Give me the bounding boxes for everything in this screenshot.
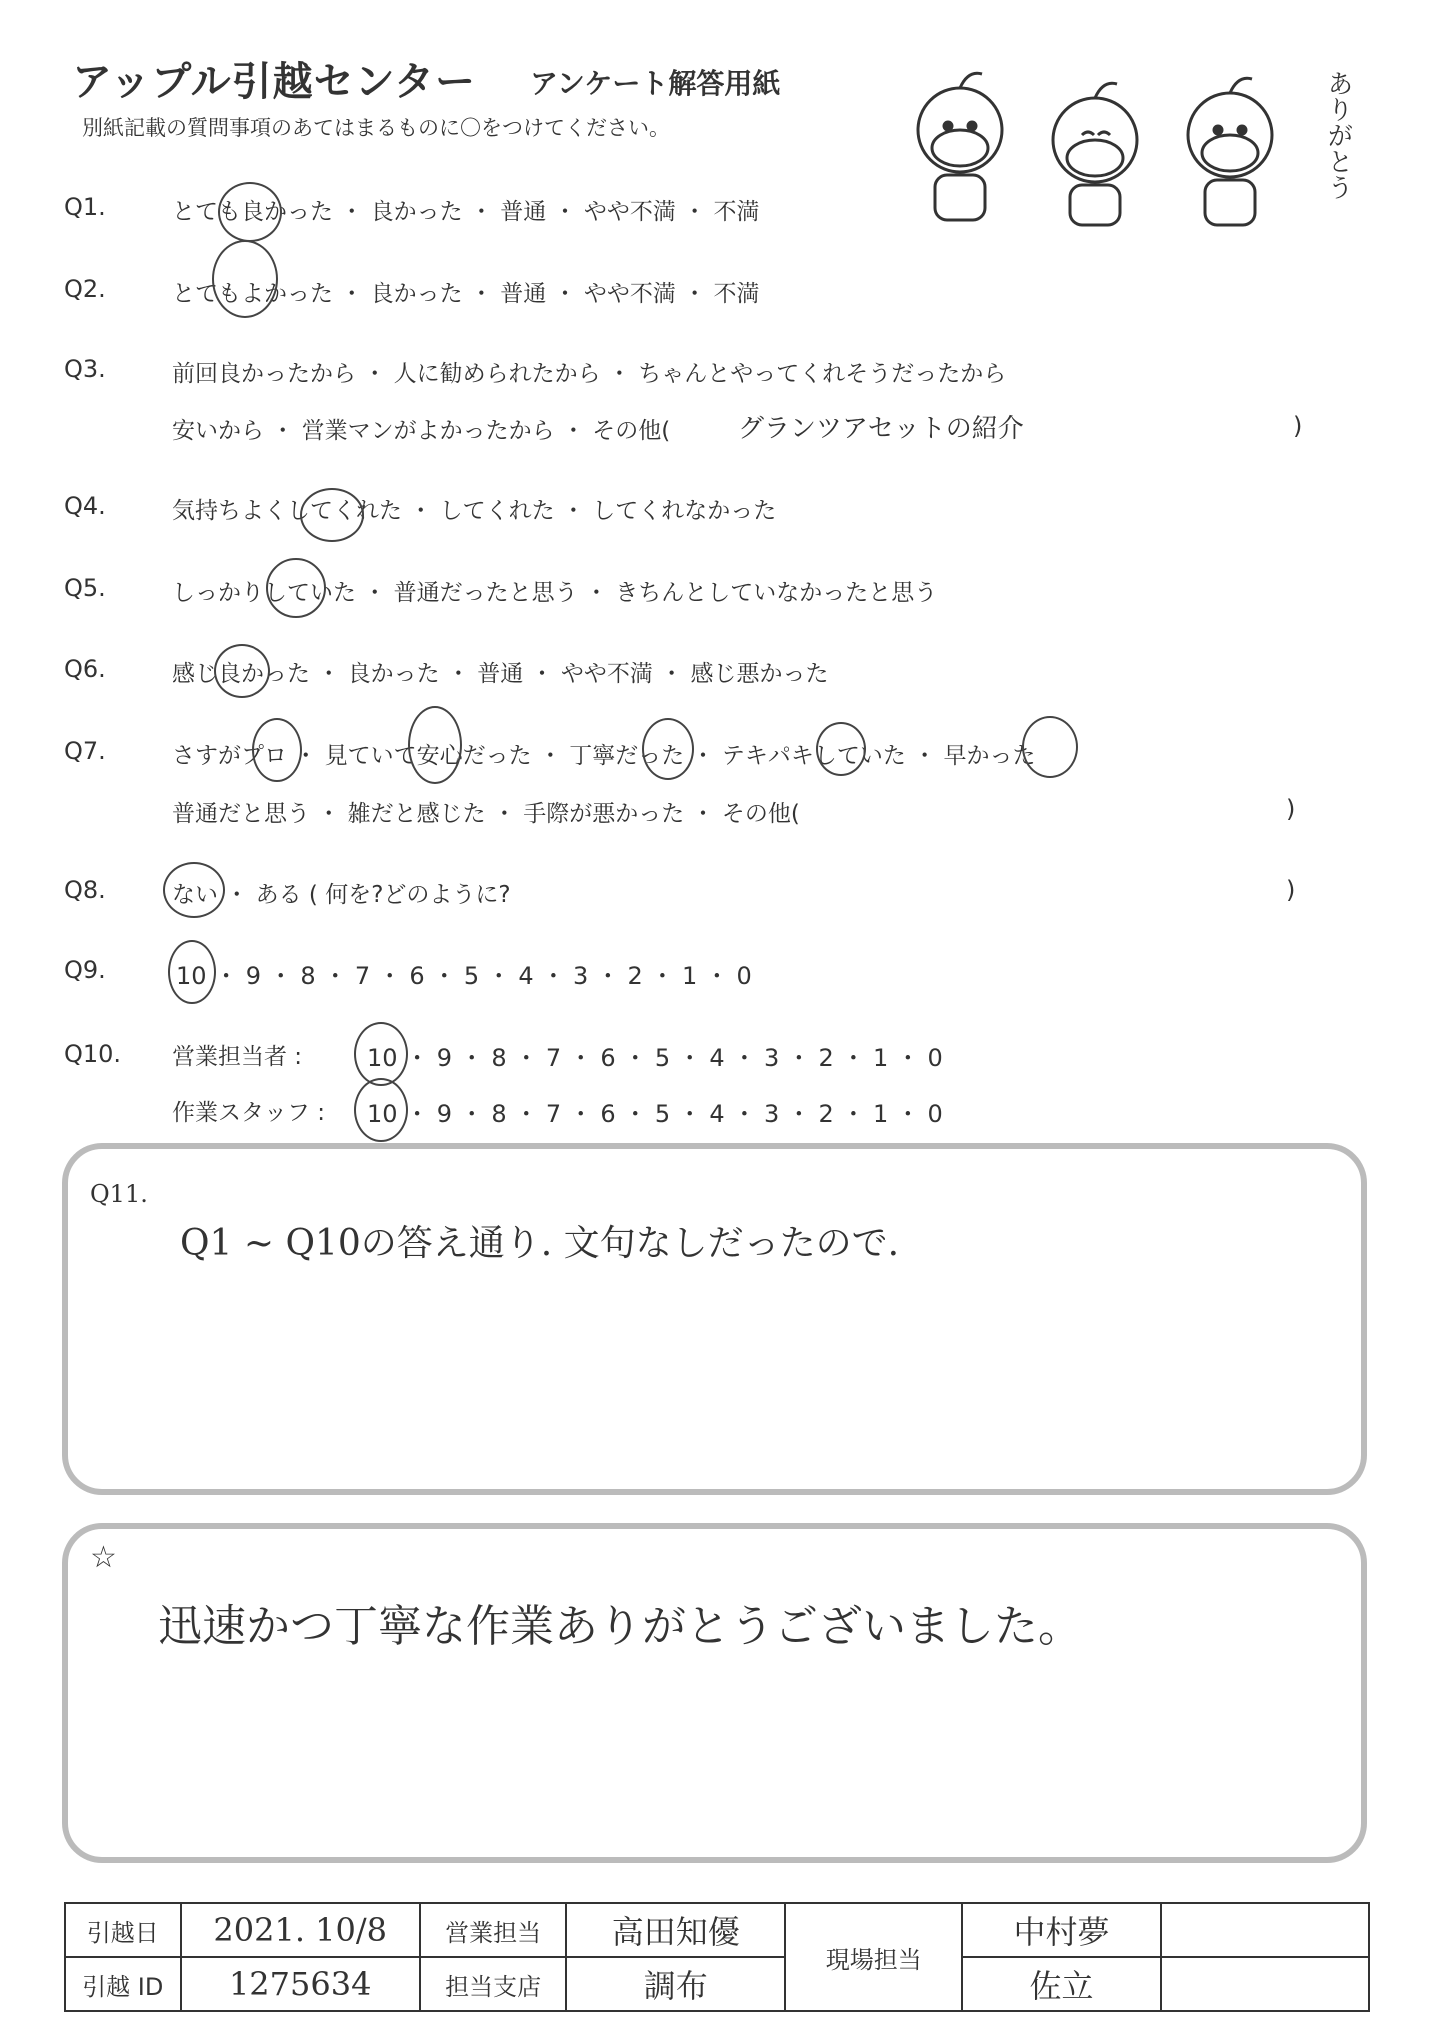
q7-label: Q7. — [64, 737, 106, 765]
site-name-1: 中村夢 — [962, 1903, 1160, 1957]
q7-selection-circle-anshin — [408, 706, 462, 784]
q1-label: Q1. — [64, 193, 106, 221]
move-id-value: 1275634 — [181, 1957, 420, 2011]
branch-label: 担当支店 — [420, 1957, 566, 2011]
comment-text: 迅速かつ丁寧な作業ありがとうございました。 — [158, 1601, 1082, 1652]
move-date-label: 引越日 — [65, 1903, 181, 1957]
q4-label: Q4. — [64, 492, 106, 520]
form-subtitle: アンケート解答用紙 — [530, 67, 781, 100]
q11-label: Q11. — [90, 1180, 148, 1208]
q7-options-line2: 普通だと思う ・ 雑だと感じた ・ 手際が悪かった ・ その他( — [172, 801, 800, 827]
q10-staff-label: 作業スタッフ : — [172, 1100, 326, 1126]
mascot-left-icon — [918, 73, 1002, 220]
q6-selection-circle — [214, 644, 270, 698]
move-id-label: 引越 ID — [65, 1957, 181, 2011]
q3-label: Q3. — [64, 355, 106, 383]
site-extra-2 — [1161, 1957, 1369, 2011]
q7-selection-circle-tekipaki — [816, 722, 866, 776]
q5-options: しっかりしていた ・ 普通だったと思う ・ きちんとしていなかったと思う — [172, 580, 938, 606]
site-label: 現場担当 — [785, 1903, 962, 2011]
site-extra-1 — [1161, 1903, 1369, 1957]
q5-selection-circle — [266, 558, 326, 618]
q11-answer-text: Q1 ~ Q10の答え通り. 文句なしだったので. — [180, 1223, 900, 1264]
sales-name: 高田知優 — [566, 1903, 785, 1957]
q2-options: とてもよかった ・ 良かった ・ 普通 ・ やや不満 ・ 不満 — [172, 281, 760, 307]
mascot-right-icon — [1188, 78, 1272, 225]
q6-options: 感じ良かった ・ 良かった ・ 普通 ・ やや不満 ・ 感じ悪かった — [172, 661, 829, 687]
q7-options-line1: さすがプロ ・ 見ていて安心だった ・ 丁寧だった ・ テキパキしていた ・ 早かった — [172, 743, 1036, 769]
q7-selection-circle-pro — [252, 718, 302, 782]
q3-options-line2: 安いから ・ 営業マンがよかったから ・ その他( — [172, 418, 671, 444]
q1-options: とても良かった ・ 良かった ・ 普通 ・ やや不満 ・ 不満 — [172, 199, 760, 225]
q3-options-line1: 前回良かったから ・ 人に勧められたから ・ ちゃんとやってくれそうだったから — [172, 361, 1007, 387]
q2-selection-circle — [212, 240, 278, 318]
sales-label: 営業担当 — [420, 1903, 566, 1957]
q5-label: Q5. — [64, 574, 106, 602]
q11-answer-box — [62, 1143, 1367, 1495]
q1-selection-circle — [218, 182, 282, 242]
q7-close-paren: ) — [1286, 795, 1296, 823]
q10-staff-selection-circle — [354, 1078, 408, 1142]
q7-selection-circle-hayai — [1022, 716, 1078, 778]
q6-label: Q6. — [64, 655, 106, 683]
mascot-middle-icon — [1053, 83, 1137, 225]
move-date-value: 2021. 10/8 — [181, 1903, 420, 1957]
q8-close-paren: ) — [1286, 876, 1296, 904]
q3-close-paren: ) — [1293, 412, 1303, 440]
thanks-handwriting: ありがとう — [1323, 70, 1353, 200]
q9-scale: 10 ・ 9 ・ 8 ・ 7 ・ 6 ・ 5 ・ 4 ・ 3 ・ 2 ・ 1 ・ 0 — [176, 962, 752, 990]
q2-label: Q2. — [64, 275, 106, 303]
q8-selection-circle — [163, 862, 225, 918]
mascot-illustration — [890, 60, 1310, 230]
instruction-text: 別紙記載の質問事項のあてはまるものに〇をつけてください。 — [82, 116, 670, 140]
comment-box — [62, 1523, 1367, 1863]
q8-label: Q8. — [64, 876, 106, 904]
q10-sales-selection-circle — [354, 1022, 408, 1086]
q10-sales-scale: 10 ・ 9 ・ 8 ・ 7 ・ 6 ・ 5 ・ 4 ・ 3 ・ 2 ・ 1 ・ 0 — [367, 1044, 943, 1072]
star-icon: ☆ — [90, 1540, 117, 1575]
q4-selection-circle — [300, 488, 364, 542]
q3-other-answer: グランツアセットの紹介 — [738, 414, 1024, 444]
q9-label: Q9. — [64, 956, 106, 984]
company-title: アップル引越センター — [72, 59, 476, 105]
q7-selection-circle-teinei — [642, 718, 694, 780]
q8-options: ない ・ ある ( 何を?どのように? — [172, 882, 511, 908]
q9-selection-circle — [168, 940, 216, 1004]
q10-staff-scale: 10 ・ 9 ・ 8 ・ 7 ・ 6 ・ 5 ・ 4 ・ 3 ・ 2 ・ 1 ・ 0 — [367, 1100, 943, 1128]
q4-options: 気持ちよくしてくれた ・ してくれた ・ してくれなかった — [172, 498, 777, 524]
q10-label: Q10. — [64, 1040, 122, 1068]
q10-sales-label: 営業担当者 : — [172, 1044, 303, 1070]
site-name-2: 佐立 — [962, 1957, 1160, 2011]
branch-value: 調布 — [566, 1957, 785, 2011]
footer-info-table — [64, 1902, 1370, 2012]
